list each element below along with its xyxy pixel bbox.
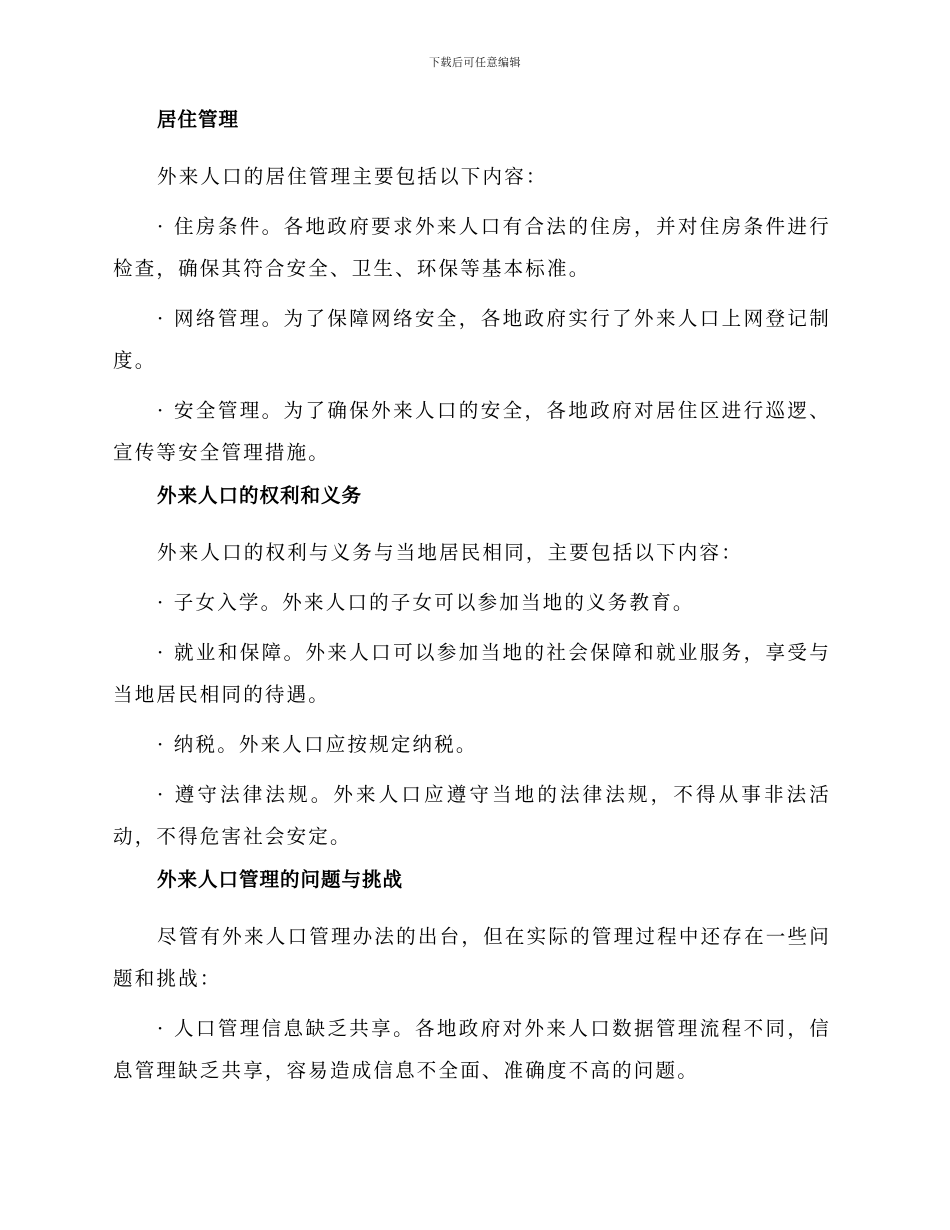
list-item: · 住房条件。各地政府要求外来人口有合法的住房，并对住房条件进行检查，确保其符合安全、卫生、环保等基本标准。 [113,215,831,280]
section-heading: 外来人口的权利和义务 [157,484,363,507]
section-rights-and-obligations [113,482,831,858]
paragraph: 尽管有外来人口管理办法的出台，但在实际的管理过程中还存在一些问题和挑战： [113,925,831,990]
list-item: · 纳税。外来人口应按规定纳税。 [157,733,478,756]
list-item: · 子女入学。外来人口的子女可以参加当地的义务教育。 [157,591,695,614]
list-item: · 就业和保障。外来人口可以参加当地的社会保障和就业服务，享受与当地居民相同的待遇。 [113,641,831,706]
section-residence-management [113,106,831,474]
section-heading: 外来人口管理的问题与挑战 [157,868,404,891]
page-header: 下载后可任意编辑 [429,56,521,69]
list-item: · 安全管理。为了确保外来人口的安全，各地政府对居住区进行巡逻、宣传等安全管理措施。 [113,399,831,464]
paragraph: 外来人口的居住管理主要包括以下内容： [157,165,548,188]
paragraph: 外来人口的权利与义务与当地居民相同，主要包括以下内容： [157,541,743,564]
document-body [113,106,831,1100]
section-problems-and-challenges [113,866,831,1092]
section-heading: 居住管理 [157,108,240,131]
list-item: · 人口管理信息缺乏共享。各地政府对外来人口数据管理流程不同，信息管理缺乏共享，容易造成信息不全面、准确度不高的问题。 [113,1017,831,1082]
list-item: · 遵守法律法规。外来人口应遵守当地的法律法规，不得从事非法活动，不得危害社会安定。 [113,783,831,848]
list-item: · 网络管理。为了保障网络安全，各地政府实行了外来人口上网登记制度。 [113,307,831,372]
